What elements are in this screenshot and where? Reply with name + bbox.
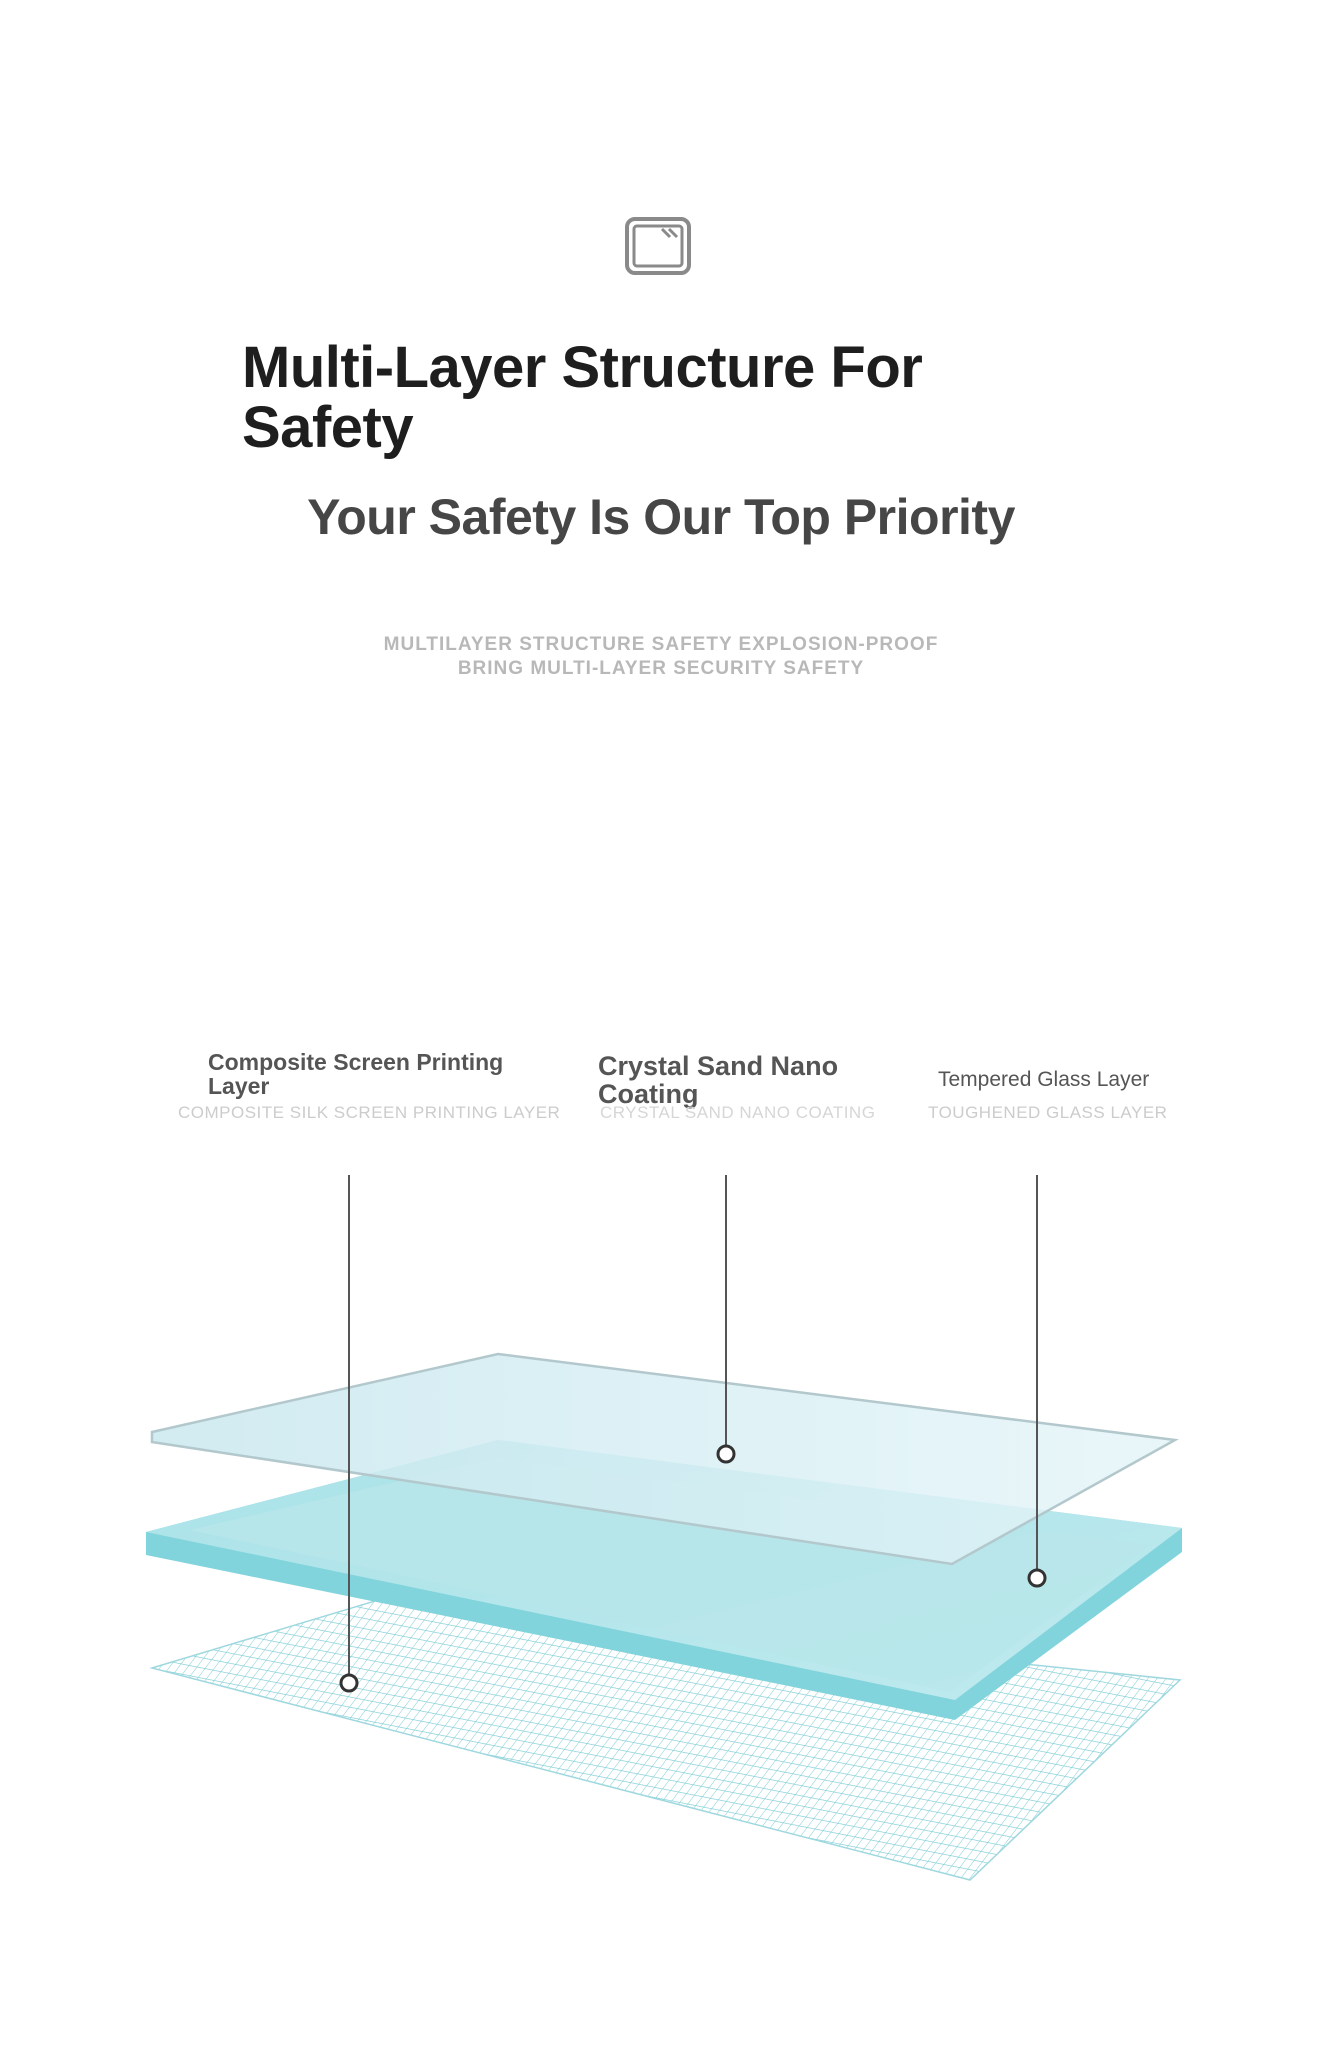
layer-sublabel-nano-coating: CRYSTAL SAND NANO COATING bbox=[600, 1103, 876, 1122]
layer-label-nano-coating: Crystal Sand Nano Coating bbox=[598, 1051, 839, 1109]
layer-sublabel-screen-printing: COMPOSITE SILK SCREEN PRINTING LAYER bbox=[178, 1103, 561, 1122]
page-subtitle: Your Safety Is Our Top Priority bbox=[307, 489, 1015, 545]
tagline-line-1: MULTILAYER STRUCTURE SAFETY EXPLOSION-PROOF bbox=[383, 634, 939, 655]
page-title: Multi-Layer Structure For Safety bbox=[242, 335, 923, 460]
callout-dot-screen-printing bbox=[341, 1675, 357, 1691]
tagline-line-2: BRING MULTI-LAYER SECURITY SAFETY bbox=[457, 658, 865, 679]
layer-sublabel-tempered-glass: TOUGHENED GLASS LAYER bbox=[928, 1103, 1168, 1122]
layer-label-screen-printing: Composite Screen Printing Layer bbox=[208, 1049, 504, 1099]
callout-dot-nano-coating bbox=[718, 1446, 734, 1462]
layer-label-tempered-glass: Tempered Glass Layer bbox=[938, 1068, 1150, 1091]
callout-dot-tempered-glass bbox=[1029, 1570, 1045, 1586]
